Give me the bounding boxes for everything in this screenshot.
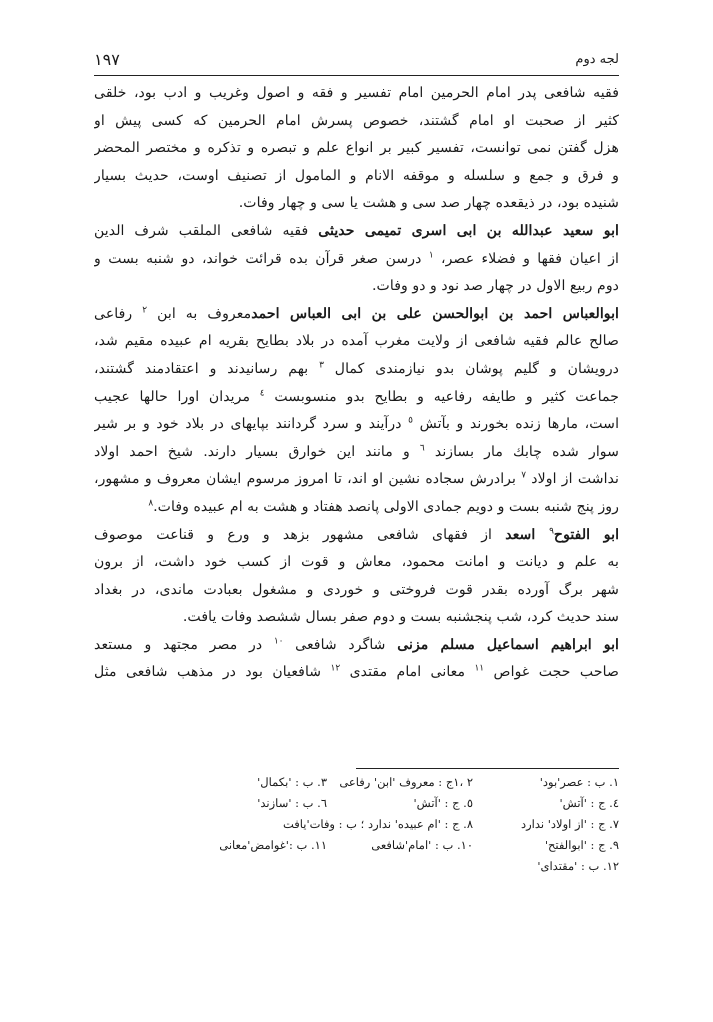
text-segment: سوار شده چابك مار بسازند — [424, 443, 619, 460]
text-segment: شنیده بود، در ذیقعده چهار صد سی و هشت یا سی و چهار وفات. — [238, 195, 619, 212]
body-text — [94, 80, 619, 687]
text-segment: فقیه شافعی پدر امام الحرمین امام تفسیر و فقه و اصول وغریب و ادب بود، خلقی — [94, 85, 619, 101]
text-line — [94, 301, 619, 329]
text-segment: برادرش سجاده نشین او اند، تا امروز مرسوم ایشان معروف و مشهور، — [94, 471, 522, 488]
text-line — [94, 328, 619, 356]
footnote-rule — [356, 768, 619, 769]
footnote: ۱۱. ب :'غوامض'معانی — [219, 838, 327, 852]
text-line — [94, 246, 619, 274]
text-line — [94, 522, 619, 550]
text-segment: معانی امام مقتدی — [340, 664, 475, 681]
text-line — [94, 356, 619, 384]
footnote: ٤. ج : 'آتش' — [559, 796, 619, 810]
footnote-row — [180, 814, 619, 835]
footnote-marker: ۱۲ — [330, 663, 341, 674]
text-line — [94, 466, 619, 494]
footnote: ۲ ،۱ج : معروف 'ابن' رفاعی — [339, 775, 473, 789]
text-line — [94, 494, 619, 522]
text-segment: شهر برگ آورده بقدر قوت فروختی و خوردی و مشغول بعبادت ماندی، در بغداد — [94, 581, 619, 598]
text-segment: بهم رسانیدند و اعتقادمند گشتند، — [94, 360, 320, 377]
page-number: ۱۹۷ — [94, 49, 120, 69]
text-segment: درآیند و سرد گردانند بپایهای در بلاد خود و بر شیر — [94, 416, 409, 433]
footnote-row — [180, 856, 619, 877]
footnote-marker: ۸ — [148, 498, 154, 509]
text-line — [94, 659, 619, 687]
footnote-marker: ٦ — [419, 442, 425, 453]
footnote-marker: ۹ — [549, 525, 554, 536]
running-head: لجه دوم — [575, 51, 619, 67]
footnote: ٦. ب : 'سازند' — [257, 796, 327, 810]
text-segment: جماعت کثیر و طایفه رفاعیه و بطایح بدو منسوبست — [264, 388, 619, 405]
text-segment: درسن صغر قرآن بده قرائت خواند، دو شنبه بست و — [94, 250, 429, 267]
footnote-row — [180, 772, 619, 793]
text-segment: صالح عالم فقیه شافعی از ولایت مغرب آمده در بلاد بطایح بقریه ام عبیده مقیم شد، — [94, 333, 619, 350]
text-segment: درویشان و گلیم پوشان بدو نیازمندی کمال — [323, 360, 619, 377]
text-segment: مریدان اورا حالها عجیب — [94, 388, 260, 405]
text-segment: روز پنج شنبه بست و دویم جمادی الاولی پانصد هفتاد و هشت به ام عبیده وفات. — [153, 498, 619, 515]
footnote-marker: ۱ — [428, 249, 434, 260]
text-segment: دوم ربیع الاول در چهار صد نود و دو وفات. — [372, 278, 619, 295]
text-segment: معروف به ابن — [147, 305, 252, 322]
footnote: ۸. ج : 'ام عبیده' ندارد ؛ ب : وفات'یافت — [282, 817, 473, 831]
footnote-row — [180, 835, 619, 856]
text-segment: نداشت از اولاد — [526, 471, 619, 488]
footnote-marker: ٥ — [408, 415, 413, 426]
entry-name: ابو سعید عبدالله بن ابی اسری تمیمی حدیثی — [318, 222, 619, 239]
text-line — [94, 411, 619, 439]
text-line — [94, 218, 619, 246]
text-segment: سند حدیث کرد، شب پنجشنبه بست و دوم صفر بسال ششصد وفات یافت. — [182, 609, 619, 626]
text-segment: شاگرد شافعی — [283, 636, 398, 653]
text-segment: از اعیان فقها و فضلاء عصر، — [433, 250, 619, 267]
page-header — [94, 48, 619, 70]
footnote-marker: ۷ — [521, 470, 527, 481]
text-segment: کثیر از صحبت او امام گشتند، خصوص پسرش امام الحرمین که کسی پیش او — [94, 112, 619, 129]
text-line — [94, 273, 619, 301]
text-segment: شافعیان بود در مذهب شافعی مثل — [94, 664, 331, 681]
footnote-marker: ۲ — [142, 305, 148, 316]
footnote: ٥. ج : 'آتش' — [413, 796, 473, 810]
footnote: ۹. ج : 'ابوالفتح' — [544, 838, 619, 852]
text-segment: فقیه شافعی الملقب شرف الدین — [94, 222, 319, 239]
footnote: ۳. ب : 'بکمال' — [257, 775, 327, 789]
header-rule — [94, 75, 619, 76]
entry-name: اسعد — [505, 526, 550, 543]
text-segment: رفاعی — [94, 305, 143, 322]
text-line — [94, 135, 619, 163]
text-segment: در مصر مجتهد و مستعد — [94, 636, 274, 653]
text-line — [94, 632, 619, 660]
text-line — [94, 384, 619, 412]
text-segment: و فرق و جمع و سلسله و موقفه الانام و المامول از تصنیف اوست، حدیث بسیار — [94, 167, 619, 184]
text-line — [94, 80, 619, 108]
text-line — [94, 604, 619, 632]
text-segment: و مانند این خوارق بسیار دارند. شیخ احمد اولاد — [94, 443, 420, 460]
text-segment: از فقهای شافعی مشهور بزهد و ورع و قناعت موصوف — [94, 526, 506, 543]
footnote: ۷. ج : 'از اولاد' ندارد — [520, 817, 619, 831]
footnote-marker: ۱۰ — [273, 636, 284, 647]
entry-name: ابو الفتوح — [553, 526, 619, 543]
entry-name: ابوالعباس احمد بن ابوالحسن علی بن ابی العباس احمد — [251, 305, 619, 322]
text-segment: به علم و دیانت و امانت محمود، معاش و قوت از کسب خود داشت، از برون — [94, 554, 619, 571]
footnote-row — [180, 793, 619, 814]
footnote-marker: ٤ — [259, 387, 265, 398]
text-segment: است، مارها زنده بخورند و بآتش — [413, 416, 619, 433]
footnote: ۱۲. ب : 'مقتدای' — [537, 859, 619, 873]
footnote-marker: ۱۱ — [474, 663, 485, 674]
footnote: ۱۰. ب : 'امام'شافعی — [371, 838, 473, 852]
entry-name: ابو ابراهیم اسماعیل مسلم مزنی — [397, 636, 619, 653]
text-line — [94, 190, 619, 218]
text-line — [94, 108, 619, 136]
footnotes — [180, 772, 619, 877]
text-segment: صاحب حجت غواص — [484, 664, 619, 681]
text-line — [94, 439, 619, 467]
footnote-marker: ۳ — [319, 360, 324, 371]
footnote: ۱. ب : عصر'بود' — [539, 775, 619, 789]
text-line — [94, 163, 619, 191]
text-line — [94, 577, 619, 605]
text-line — [94, 549, 619, 577]
text-segment: هزل گفتن نمی توانست، تفسیر کبیر بر انواع علم و تبصره و تذکره و مختصر المحضر — [94, 140, 619, 157]
